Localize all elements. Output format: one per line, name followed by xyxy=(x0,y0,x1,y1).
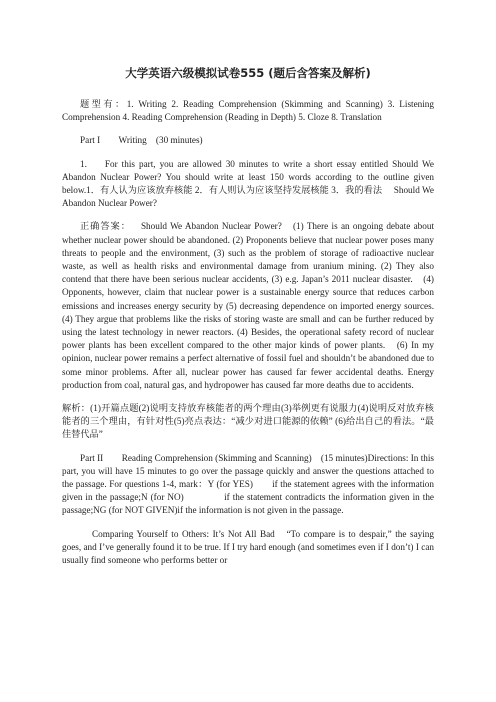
question-1 xyxy=(62,158,434,211)
question-text: For this part, you are allowed 30 minutes to write a short essay entitled Should We Abandon Nuclear Power? You should write at least 150 words according to the outline given below.1．有人认为应该放弃核能 2．有人则认为应该坚持发展核能 3．我的看法 Should We Abandon Nuclear Power? xyxy=(62,158,434,209)
question-number: 1. xyxy=(80,158,87,169)
part1-heading: Part I Writing (30 minutes) xyxy=(80,135,203,146)
answer-text: Should We Abandon Nuclear Power? (1) There is an ongoing debate about whether nuclear power should be abandoned. (2) Proponents believe that nuclear power poses many threats to people and the environment, (3) such as the problem of storage of radioactive nuclear waste, as well as health risks and environmental damage from uranium mining. (2) They also contend that there have been serious nuclear accidents, (3) e.g. Japan’s 2011 nuclear disaster. (4) Opponents, however, claim that nuclear power is a sustainable energy source that reduces carbon emissions and increases energy security by (5) decreasing dependence on imported energy sources. (4) They argue that problems like the risks of storing waste are small and can be further reduced by using the latest technology in newer reactors. (4) Besides, the operational safety record of nuclear power plants has been excellent compared to the other major kinds of power plants. (6) In my opinion, nuclear power remains a perfect alternative of fossil fuel and shouldn’t be abandoned due to some minor problems. After all, nuclear power has caused far fewer accidental deaths. Energy production from coal, natural gas, and hydropower has caused far more deaths due to accidents. xyxy=(62,221,435,390)
answer-label: 正确答案： xyxy=(80,221,131,232)
question-types: 题型有：1. Writing 2. Reading Comprehension (Skimming and Scanning) 3. Listening Comprehension 4. Reading Comprehension (Reading in Depth) 5. Cloze 8. Translation xyxy=(62,99,434,123)
part2-heading: Part II Reading Comprehension (Skimming and Scanning) (15 minutes)Directions: In this part, you will have 15 minutes to go over the passage quickly and answer the questions attached to the passage. For questions 1-4, mark：Y (for YES) if the statement agrees with the information given in the passage;N (for NO) if the statement contradicts the information given in the passage;NG (for NOT GIVEN)if the information is not given in the passage. xyxy=(62,452,434,516)
answer-block xyxy=(62,220,434,392)
passage-text: Comparing Yourself to Others: It’s Not All Bad “To compare is to despair,” the saying goes, and I’ve generally found it to be true. If I try hard enough (and sometimes even if I don’t) I can usually find someone who performs better or xyxy=(62,528,434,566)
document-title: 大学英语六级模拟试卷555 (题后含答案及解析) xyxy=(125,66,371,80)
analysis-block: 解析：(1)开篇点题(2)说明支持放弃核能者的两个理由(3)举例更有说服力(4)说明反对放弃核能者的三个理由，有针对性(5)亮点表达：“减少对进口能源的依赖” (6)给出自己的看法。“最佳替代品” xyxy=(62,403,434,440)
